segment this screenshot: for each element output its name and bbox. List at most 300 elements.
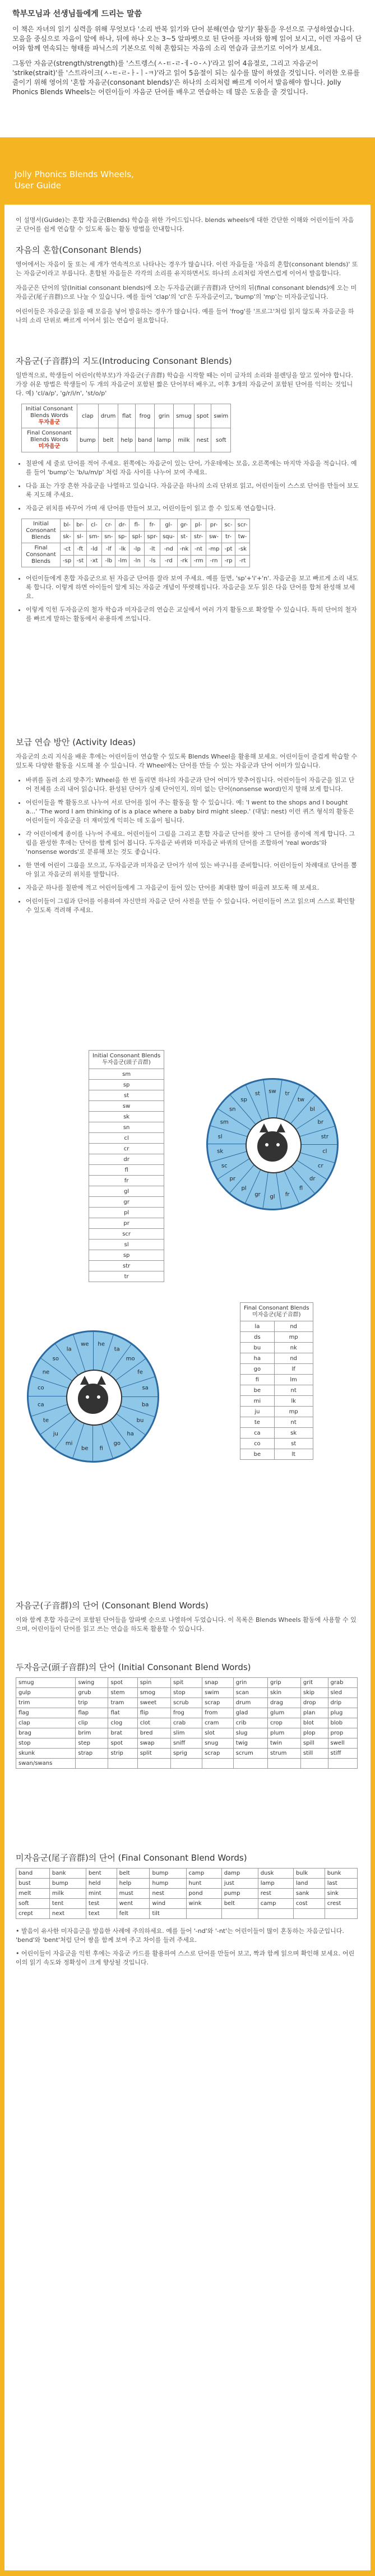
guide-title-line-1: Jolly Phonics Blends Wheels, xyxy=(15,169,134,179)
word-cell: hunt xyxy=(186,1879,221,1889)
wheel-label: mi xyxy=(65,1440,73,1447)
section-consonant-blends xyxy=(16,244,360,331)
footer-note: • 발음이 유사한 미자음군을 발음한 사례에 주의하세요. 예를 들어 '-nd'와 '-nt'는 어린이들이 많이 혼동하는 자음군입니다. 'bend'와 'bent'처럼 단어 쌍을 함께 보여 주고 차이를 들려 주세요. xyxy=(16,1927,344,1944)
word-cell: spot xyxy=(108,1678,137,1688)
intro-paragraph-1: 이 책은 자녀의 읽기 실력을 위해 무엇보다 '소리 반복 읽기와 단어 분해(연습 알기)' 활동을 우선으로 구성하였습니다. 모음을 중심으로 자음이 앞에 하나, 뒤에 하나 오는 3~5 알파벳으로 된 단어를 자녀와 함께 읽어 보시고, 이런 자음이 단어와 함께 연속되는 형태를 파닉스의 기본으로 익혀 혼합되는 자음의 소리 연습과 글쓰기로 이어가 보세요. xyxy=(12,25,362,52)
word-cell: split xyxy=(137,1749,170,1759)
blend-cell: -ln xyxy=(129,555,145,567)
wheel-label: co xyxy=(38,1385,44,1391)
wheel-label: cl xyxy=(322,1148,327,1155)
table-label: Final Consonant Blends xyxy=(22,543,61,567)
guide-header xyxy=(4,147,371,205)
blend-cell: pl xyxy=(89,1208,164,1218)
word-cell: rest xyxy=(258,1889,293,1899)
word-cell: scrum xyxy=(233,1749,267,1759)
word-cell: lamp xyxy=(258,1879,293,1889)
blend-cell: st xyxy=(89,1090,164,1101)
table-cell: flat xyxy=(118,404,136,428)
blend-cell: cl- xyxy=(86,519,102,531)
word-cell: slug xyxy=(233,1728,267,1738)
wheel-label: sn xyxy=(229,1106,236,1113)
section-heading: 미자음군(尾子音群)의 단어 (Final Consonant Blend Words) xyxy=(16,1853,247,1863)
wheel-label: he xyxy=(98,1341,105,1348)
final-words-table xyxy=(16,1868,358,1919)
wheel-label: sm xyxy=(220,1119,229,1126)
blend-cell: sm- xyxy=(86,531,102,543)
word-cell: crept xyxy=(16,1909,50,1919)
word-cell: tilt xyxy=(150,1909,186,1919)
blend-cell: -nk xyxy=(177,543,191,556)
blend-cell: br- xyxy=(74,519,86,531)
word-cell: skunk xyxy=(16,1749,76,1759)
table-header: Initial Consonant Blends 두자음군(頭子音群) xyxy=(89,1051,164,1069)
blend-cell: -rp xyxy=(222,555,235,567)
blend-cell: mp xyxy=(274,1407,313,1417)
blend-cell: -nd xyxy=(160,543,178,556)
blend-cell: sc- xyxy=(222,519,235,531)
word-cell: prop xyxy=(328,1728,357,1738)
word-cell: stiff xyxy=(328,1749,357,1759)
word-cell: nest xyxy=(150,1889,186,1899)
blend-cell: nd xyxy=(274,1321,313,1332)
blends-list-table xyxy=(21,519,250,567)
blend-cell: cr- xyxy=(102,519,115,531)
word-cell: twig xyxy=(233,1738,267,1749)
blend-cell: bu xyxy=(240,1343,275,1353)
word-cell xyxy=(300,1759,328,1769)
blend-cell: squ- xyxy=(160,531,178,543)
blend-cell: -lm xyxy=(115,555,129,567)
wheel-label: gr xyxy=(254,1191,261,1198)
blend-cell: -nt xyxy=(191,543,206,556)
blend-cell: be xyxy=(240,1385,275,1396)
list-item: • 어린이들이 그림과 단어를 이용하여 자신만의 자음군 단어 사전을 만들 수 있습니다. 어린이들이 쓰고 읽으며 스스로 확인할 수 있도록 격려해 주세요. xyxy=(26,897,360,915)
word-cell: grip xyxy=(268,1678,301,1688)
guide-content xyxy=(4,147,371,2570)
word-cell: sniff xyxy=(171,1738,202,1749)
blend-cell: gr- xyxy=(177,519,191,531)
word-cell: stem xyxy=(108,1688,137,1698)
word-cell: drop xyxy=(300,1698,328,1708)
word-cell xyxy=(221,1909,258,1919)
word-cell: brag xyxy=(16,1728,76,1738)
wheel-label: sp xyxy=(240,1097,247,1103)
word-cell: damp xyxy=(221,1869,258,1879)
blend-cell: sm xyxy=(89,1069,164,1080)
blend-cell: lf xyxy=(274,1364,313,1375)
wheel-label: gl xyxy=(270,1194,275,1200)
cat-ear-icon xyxy=(97,1376,106,1385)
word-cell: flip xyxy=(137,1708,170,1718)
cat-ear-icon xyxy=(276,1123,285,1132)
word-cell xyxy=(293,1909,325,1919)
wheel-label: sk xyxy=(217,1148,224,1155)
word-cell: dusk xyxy=(258,1869,293,1879)
table-cell: drum xyxy=(98,404,118,428)
section-paragraph: 어린이들은 자음군을 읽을 때 모음을 넣어 발음하는 경우가 많습니다. 예를 들어 'frog'를 '프로그'처럼 읽지 않도록 자음군을 하나의 소리 단위로 빠르게 이어서 읽는 연습이 필요합니다. xyxy=(16,308,354,324)
word-cell: clap xyxy=(16,1718,76,1728)
guide-title-line-2: User Guide xyxy=(15,181,62,191)
blend-cell: sp xyxy=(89,1080,164,1090)
wheel-label: be xyxy=(81,1445,89,1452)
word-cell: text xyxy=(86,1909,117,1919)
word-cell: strum xyxy=(268,1749,301,1759)
word-cell: slim xyxy=(171,1728,202,1738)
word-cell: brim xyxy=(76,1728,108,1738)
wheel-label: ba xyxy=(141,1402,149,1408)
blend-cell: sn xyxy=(89,1122,164,1133)
word-cell: milk xyxy=(49,1889,86,1899)
section-paragraph: 영어에서는 자음이 둘 또는 세 개가 연속적으로 나타나는 경우가 많습니다. 이런 자음들을 '자음의 혼합(consonant blends)' 또는 자음군이라고 부릅니다. 혼합된 자음들은 각각의 소리를 유지하면서도 하나의 소리처럼 자연스럽게 이어서 발음합니다. xyxy=(16,261,358,277)
word-cell: clog xyxy=(108,1718,137,1728)
wheel-label: sl xyxy=(217,1134,223,1140)
word-cell: sweet xyxy=(137,1698,170,1708)
word-cell: tram xyxy=(108,1698,137,1708)
word-cell: grab xyxy=(328,1678,357,1688)
word-cell: tent xyxy=(49,1899,86,1909)
blend-cell: sk- xyxy=(61,531,74,543)
word-cell: grub xyxy=(76,1688,108,1698)
word-cell: mint xyxy=(86,1889,117,1899)
section-heading: 두자음군(頭子音群)의 단어 (Initial Consonant Blend Words) xyxy=(16,1662,251,1672)
word-cell: scrap xyxy=(202,1698,234,1708)
blend-cell: sn- xyxy=(102,531,115,543)
table-cell: milk xyxy=(174,428,195,452)
blend-cell: scr xyxy=(89,1229,164,1240)
list-item: • 어린이들을 짝 활동으로 나누어 서로 단어를 읽어 주는 활동을 할 수 있습니다. 예: 'I went to the shops and I bought a...' 'The word I am thinking of is a place where a baby bird might sleep.' (대답: nest) 이런 퀴즈 형식의 활동은 어린이들이 자음군을 더 재미있게 익히는 데 도움이 됩니다. xyxy=(26,798,360,825)
blend-cell: dr xyxy=(89,1154,164,1165)
word-cell: band xyxy=(16,1869,50,1879)
word-cell: swing xyxy=(76,1678,108,1688)
blend-cell: -rm xyxy=(191,555,206,567)
word-cell: snap xyxy=(202,1678,234,1688)
word-cell: grin xyxy=(233,1678,267,1688)
word-cell: drip xyxy=(328,1698,357,1708)
blend-cell: fl xyxy=(89,1165,164,1176)
word-cell: bent xyxy=(86,1869,117,1879)
blend-cell: tr xyxy=(89,1271,164,1282)
blend-cell: fl- xyxy=(129,519,145,531)
word-cell: skin xyxy=(268,1688,301,1698)
word-cell: scan xyxy=(233,1688,267,1698)
cat-eye-icon xyxy=(276,1143,280,1146)
blend-cell: sw xyxy=(89,1101,164,1112)
wheel-label: tr xyxy=(285,1090,290,1097)
word-cell xyxy=(268,1759,301,1769)
word-cell: frog xyxy=(171,1708,202,1718)
word-cell: camp xyxy=(258,1899,293,1909)
word-cell xyxy=(233,1759,267,1769)
blend-cell: co xyxy=(240,1439,275,1449)
wheel-label: bu xyxy=(136,1417,144,1424)
word-cell: melt xyxy=(16,1889,50,1899)
word-cell: went xyxy=(117,1899,150,1909)
blend-cell: be xyxy=(240,1449,275,1460)
word-cell: help xyxy=(117,1879,150,1889)
initial-blends-table xyxy=(89,1050,164,1282)
wheel-label: br xyxy=(317,1119,323,1126)
blend-cell: mi xyxy=(240,1396,275,1407)
guide-intro-text: 이 설명서(Guide)는 혼합 자음군(Blends) 학습을 위한 가이드입니다. blends wheels에 대한 간단한 이해와 어린이들이 자음군 단어를 쉽게 연습할 수 있도록 돕는 활동 방법을 안내합니다. xyxy=(16,216,354,233)
section-paragraph: 자음군은 단어의 앞(Initial consonant blends)에 오는 두자음군(頭子音群)과 단어의 뒤(final consonant blends)에 오는 미자음군(尾子音群)으로 나눌 수 있습니다. 예를 들어 'clap'의 'cl'은 두자음군이고, 'bump'의 'mp'는 미자음군입니다. xyxy=(16,284,357,300)
blend-cell: nt xyxy=(274,1385,313,1396)
wheel-label: sc xyxy=(221,1163,228,1169)
blend-cell: tr- xyxy=(222,531,235,543)
list-item: • 이렇게 익힌 두자음군의 철자 학습과 미자음군의 연습은 교실에서 여러 가지 활동으로 확장할 수 있습니다. 특히 단어의 철자를 빠르게 말하는 활동에서 유용하게 쓰입니다. xyxy=(26,605,360,623)
list-item: • 어린이들에게 혼합 자음군으로 된 자음군 단어를 잘라 보여 주세요. 예를 들면, 'sp'+'i'+'n'. 자음군을 보고 빠르게 소리 내도록 합니다. 이렇게 하면 아이들이 알게 되는 자음군 개념이 뚜렷해집니다. 자음군을 모두 읽은 다음 단어를 합쳐 완성해 보세요. xyxy=(26,574,360,601)
initial-blends-wheel[interactable] xyxy=(206,1078,339,1210)
blend-cell: mp xyxy=(274,1332,313,1343)
word-cell: cost xyxy=(293,1899,325,1909)
section-heading: 자음군(子音群)의 단어 (Consonant Blend Words) xyxy=(16,1601,209,1611)
table-label: Initial Consonant Blends xyxy=(22,519,61,543)
wheel-label: pr xyxy=(229,1176,235,1182)
blend-cell: -ct xyxy=(61,543,74,556)
wheel-label: mo xyxy=(126,1356,135,1362)
word-cell: crop xyxy=(268,1718,301,1728)
wheel-label: sa xyxy=(142,1385,149,1391)
word-cell: pump xyxy=(221,1889,258,1899)
word-cell: bump xyxy=(150,1869,186,1879)
word-cell: camp xyxy=(186,1869,221,1879)
word-cell xyxy=(108,1759,137,1769)
blend-cell: sp xyxy=(89,1250,164,1261)
blend-cell: dr- xyxy=(115,519,129,531)
wheel-label: la xyxy=(66,1346,72,1353)
blend-cell: lm xyxy=(274,1375,313,1385)
word-cell: plan xyxy=(300,1708,328,1718)
section-activity-ideas xyxy=(16,736,360,921)
intro-title: 학부모님과 선생님들에게 드리는 말씀 xyxy=(12,10,142,19)
blend-cell: sk xyxy=(89,1112,164,1122)
section-paragraph: 이와 함께 혼합 자음군이 포함된 단어들을 알파벳 순으로 나열하여 두었습니다. 이 목록은 Blends Wheels 활동에 사용할 수 있으며, 어린이들이 단어를 읽고 쓰는 연습을 하도록 활용할 수 있습니다. xyxy=(16,1616,357,1632)
table-header: Final Consonant Blends 미자음군(尾子音群) xyxy=(240,1303,313,1321)
word-cell: spill xyxy=(300,1738,328,1749)
word-cell: wink xyxy=(186,1899,221,1909)
wheel-label: str xyxy=(321,1134,328,1140)
word-cell xyxy=(328,1759,357,1769)
blend-cell: cl xyxy=(89,1133,164,1144)
blend-cell: -st xyxy=(74,555,86,567)
word-cell: bunk xyxy=(325,1869,357,1879)
list-item: • 한 면에 어린이 그룹을 모으고, 두자음군과 미자음군 단어가 섞여 있는 바구니를 준비합니다. 어린이들이 차례대로 단어를 뽑아 읽고 자음군의 위치를 말합니다. xyxy=(26,861,360,879)
word-cell: pond xyxy=(186,1889,221,1899)
wheel-label: cr xyxy=(317,1163,323,1169)
wheel-label: tw xyxy=(297,1097,305,1103)
wheel-label: sw xyxy=(268,1088,276,1095)
word-cell: snug xyxy=(202,1738,234,1749)
word-cell: brat xyxy=(108,1728,137,1738)
word-cell: held xyxy=(86,1879,117,1889)
word-cell: bump xyxy=(49,1879,86,1889)
blend-cell: ds xyxy=(240,1332,275,1343)
blend-cell: -lt xyxy=(145,543,160,556)
word-cell: next xyxy=(49,1909,86,1919)
initial-words-table xyxy=(16,1677,358,1769)
blend-cell: spl- xyxy=(129,531,145,543)
word-cell: must xyxy=(117,1889,150,1899)
word-cell: swim xyxy=(202,1688,234,1698)
word-cell: bank xyxy=(49,1869,86,1879)
table-cell: lamp xyxy=(155,428,174,452)
word-cell: twin xyxy=(268,1738,301,1749)
section-heading: 자음의 혼합(Consonant Blends) xyxy=(16,245,142,255)
blend-cell: la xyxy=(240,1321,275,1332)
word-cell: grit xyxy=(300,1678,328,1688)
list-item: • 자음군 위치를 바꾸어 가며 새 단어를 만들어 보고, 어린이들이 읽고 쓸 수 있도록 연습합니다. xyxy=(26,504,360,513)
word-cell: just xyxy=(221,1879,258,1889)
word-cell: drag xyxy=(268,1698,301,1708)
word-cell: glad xyxy=(233,1708,267,1718)
wheel-label: bl xyxy=(309,1106,315,1113)
list-item: • 바퀴를 돌려 소리 맞추기: Wheel을 한 번 돌리면 하나의 자음군과 단어 어미가 맞추어집니다. 어린이들이 자음군을 읽고 단어 전체를 소리 내어 읽습니다. 완성된 단어가 실제 단어인지, 의미 없는 단어(nonsense word)인지 말해 보게 합니다. xyxy=(26,776,360,794)
blend-cell: -sk xyxy=(235,543,250,556)
word-cell: land xyxy=(293,1879,325,1889)
word-cell: belt xyxy=(117,1869,150,1879)
wheel-label: we xyxy=(81,1341,89,1348)
blend-cell: nk xyxy=(274,1343,313,1353)
section-heading: 자음군(子音群)의 지도(Introducing Consonant Blends) xyxy=(16,356,232,366)
word-cell: blot xyxy=(300,1718,328,1728)
blend-cell: -pt xyxy=(222,543,235,556)
blend-cell: spr- xyxy=(145,531,160,543)
word-cell: flat xyxy=(108,1708,137,1718)
blend-cell: sk xyxy=(274,1428,313,1439)
blend-cell: gr xyxy=(89,1197,164,1208)
cat-ear-icon xyxy=(80,1376,89,1385)
word-cell: cram xyxy=(202,1718,234,1728)
section-final-blend-words xyxy=(16,1852,360,1967)
word-cell: swan/swans xyxy=(16,1759,76,1769)
word-cell: swell xyxy=(328,1738,357,1749)
table-cell: help xyxy=(118,428,136,452)
word-cell: plop xyxy=(300,1728,328,1738)
blend-cell: cr xyxy=(89,1144,164,1154)
word-cell: from xyxy=(202,1708,234,1718)
word-cell: step xyxy=(76,1738,108,1749)
word-cell: strip xyxy=(108,1749,137,1759)
word-cell xyxy=(325,1909,357,1919)
final-blends-wheel[interactable] xyxy=(27,1330,159,1463)
blend-cell: lk xyxy=(274,1396,313,1407)
blend-cell: st xyxy=(274,1439,313,1449)
table-cell: grin xyxy=(155,404,174,428)
section-initial-blend-words xyxy=(16,1661,360,1769)
word-cell xyxy=(258,1909,293,1919)
blend-cell: bl- xyxy=(61,519,74,531)
blend-cell: -lp xyxy=(129,543,145,556)
blend-cell: -rd xyxy=(160,555,178,567)
wheel-label: ju xyxy=(53,1431,58,1437)
word-cell: bred xyxy=(137,1728,170,1738)
word-cell: still xyxy=(300,1749,328,1759)
blend-cell: te xyxy=(240,1417,275,1428)
section-paragraph: 자음군의 소리 지식을 배운 후에는 어린이들이 연습할 수 있도록 Blends Wheel을 활용해 보세요. 어린이들이 즐겁게 학습할 수 있도록 다양한 활동을 시도해 볼 수 있습니다. 각 Wheel에는 단어를 만들 수 있는 자음군과 단어 어미가 있습니다. xyxy=(16,753,358,769)
blend-cell: -lb xyxy=(102,555,115,567)
table-cell: belt xyxy=(98,428,118,452)
blend-cell: -sp xyxy=(61,555,74,567)
word-cell: plug xyxy=(328,1708,357,1718)
word-cell: bust xyxy=(16,1879,50,1889)
cat-ear-icon xyxy=(260,1123,268,1132)
list-item: • 각 어린이에게 종이를 나누어 주세요. 어린이들이 그림을 그리고 혼합 자음군 단어를 찾아 그 단어를 종이에 적게 합니다. 그림을 완성한 후에는 단어를 함께 읽어 봅니다. 두자음군 바퀴와 미자음군 바퀴의 단어를 조합하여 'real words'와 'nonsense words'로 분류해 보는 것도 좋습니다. xyxy=(26,830,360,857)
table-label: Initial Consonant Blends Words 두자음군 xyxy=(22,404,77,428)
blend-cell: -ls xyxy=(145,555,160,567)
word-cell xyxy=(202,1759,234,1769)
table-cell: frog xyxy=(135,404,154,428)
word-cell: spin xyxy=(137,1678,170,1688)
word-cell: crab xyxy=(171,1718,202,1728)
list-item: • 자음군 하나를 칠판에 적고 어린이들에게 그 자음군이 들어 있는 단어를 최대한 많이 떠올려 보도록 해 보세요. xyxy=(26,884,360,892)
word-cell: stop xyxy=(171,1688,202,1698)
word-cell: gulp xyxy=(16,1688,76,1698)
guide-title xyxy=(15,169,134,191)
blend-cell: str- xyxy=(191,531,206,543)
blend-cell: scr- xyxy=(235,519,250,531)
guide-frame xyxy=(0,137,375,2576)
word-cell: clot xyxy=(137,1718,170,1728)
word-cell: clip xyxy=(76,1718,108,1728)
footer-note: • 어린이들이 자음군을 익힌 후에는 자음군 카드를 활용하여 스스로 단어를 만들어 보고, 짝과 함께 읽으며 확인해 보세요. 어린이의 읽기 속도와 정확성이 크게 향상될 것입니다. xyxy=(16,1950,355,1966)
wheel-label: st xyxy=(254,1090,260,1097)
wheel-label: so xyxy=(52,1356,59,1362)
word-cell: crib xyxy=(233,1718,267,1728)
word-cell: felt xyxy=(117,1909,150,1919)
blend-cell: sl xyxy=(89,1240,164,1250)
blend-cell: -rn xyxy=(206,555,222,567)
section-introducing-blends xyxy=(16,355,360,629)
wheel-label: fe xyxy=(137,1369,143,1376)
instruction-list xyxy=(16,574,360,623)
word-cell: wind xyxy=(150,1899,186,1909)
list-item: • 다음 표는 가장 흔한 자음군을 나열하고 있습니다. 자음군을 하나의 소리 단위로 읽고, 어린이들이 스스로 단어를 만들어 보도록 지도해 주세요. xyxy=(26,482,360,500)
word-cell: skip xyxy=(300,1688,328,1698)
table-cell: nest xyxy=(194,428,211,452)
wheel-label: go xyxy=(113,1440,121,1447)
word-cell: bulk xyxy=(293,1869,325,1879)
blend-cell: -lf xyxy=(102,543,115,556)
blend-cell: -ft xyxy=(74,543,86,556)
section-heading: 보급 연습 방안 (Activity Ideas) xyxy=(16,737,136,747)
blend-cell: gl- xyxy=(160,519,178,531)
blend-cell: nd xyxy=(274,1353,313,1364)
wheel-label: ca xyxy=(38,1402,44,1408)
cat-icon xyxy=(78,1384,108,1413)
word-cell: slot xyxy=(202,1728,234,1738)
intro-paragraph-2: 그동안 자음군(strength/strength)를 '스트렝스(ㅅ-ㅌ-ㄹ-ㅔ-ㅇ-ㅅ)'라고 읽어 4음절로, 그리고 자음군이 'strike(strait)'를 '스트라이크(ㅅ-ㅌ-ㄹ-ㅏ-ㅣ-ㅋ)'라고 읽어 5음절이 되는 실수를 많이 하였을 것입니다. 이러한 오류를 줄이기 위해 영어의 '혼합 자음군(consonant blends)'은 하나의 소리처럼 빠르게 이어서 발음해야 합니다. Jolly Phonics Blends Wheels는 어린이들이 자음군 단어를 배우고 연습하는 데 많은 도움을 줄 것입니다. xyxy=(12,59,360,96)
table-cell: soft xyxy=(211,428,231,452)
word-cell: smog xyxy=(137,1688,170,1698)
wheel-label: fi xyxy=(99,1445,103,1452)
section-blend-words xyxy=(16,1599,360,1639)
blend-cell: st- xyxy=(177,531,191,543)
cat-icon xyxy=(257,1131,287,1161)
word-cell: hump xyxy=(150,1879,186,1889)
word-cell xyxy=(171,1759,202,1769)
blend-cell: -rk xyxy=(177,555,191,567)
table-cell: spot xyxy=(194,404,211,428)
wheel-label: dr xyxy=(309,1176,316,1182)
blend-cell: lt xyxy=(274,1449,313,1460)
blend-cell: tw- xyxy=(235,531,250,543)
word-cell xyxy=(137,1759,170,1769)
word-cell: scrub xyxy=(171,1698,202,1708)
table-cell: smug xyxy=(174,404,195,428)
blend-cell: pr xyxy=(89,1218,164,1229)
wheel-label: pl xyxy=(241,1185,247,1192)
blend-cell: sl- xyxy=(74,531,86,543)
wheel-label: te xyxy=(43,1417,49,1424)
